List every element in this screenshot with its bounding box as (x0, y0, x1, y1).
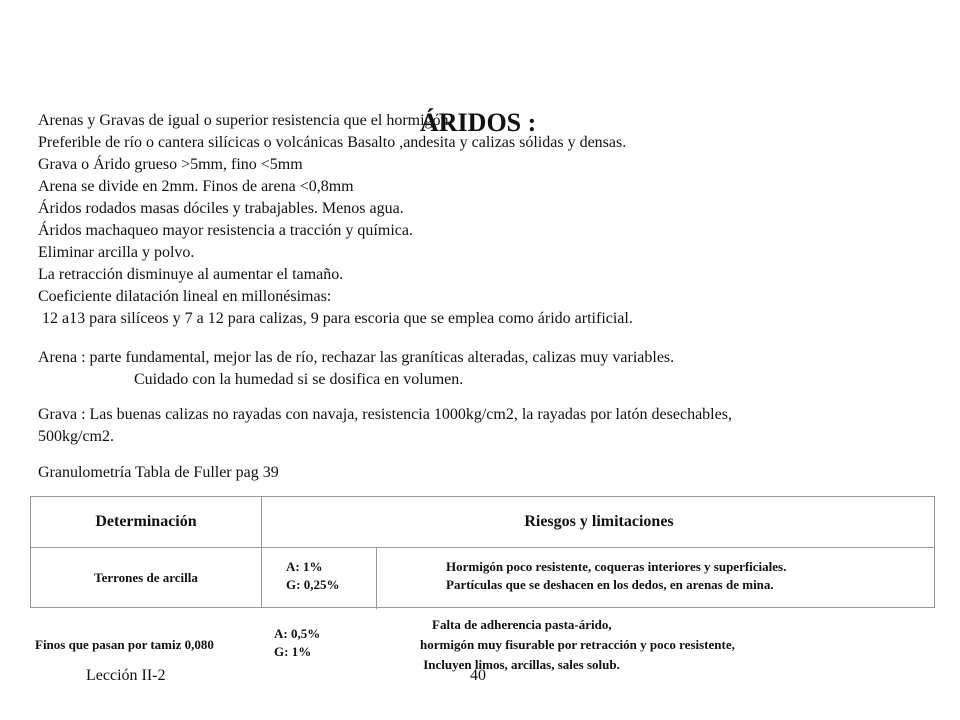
paragraph-grava (38, 404, 732, 448)
risk-line: Falta de adherencia pasta-árido, (432, 617, 612, 632)
text-line: Cuidado con la humedad si se dosifica en volumen. (134, 371, 464, 388)
paragraph-arena (38, 347, 674, 391)
row-limits (274, 625, 320, 661)
footer-lesson: Lección II-2 (86, 667, 166, 684)
slide-title: ÁRIDOS : (420, 108, 537, 137)
text-line: Áridos machaqueo mayor resistencia a tracción y química. (38, 222, 413, 239)
risks-table (30, 496, 935, 608)
row-name: Terrones de arcilla (94, 570, 198, 585)
text-line: Arenas y Gravas de igual o superior resistencia que el hormigón. (38, 112, 453, 129)
limit-value: G: 0,25% (286, 577, 340, 592)
text-line: 12 a13 para silíceos y 7 a 12 para calizas, 9 para escoria que se emplea como árido artificial. (38, 310, 633, 327)
row-risks (420, 615, 735, 675)
text-line: 500kg/cm2. (38, 428, 114, 445)
granulometria-note: Granulometría Tabla de Fuller pag 39 (38, 464, 279, 481)
limit-value: G: 1% (274, 644, 312, 659)
limit-value: A: 1% (286, 559, 323, 574)
paragraph-intro (38, 110, 633, 330)
text-line: Eliminar arcilla y polvo. (38, 244, 195, 261)
text-line: La retracción disminuye al aumentar el tamaño. (38, 266, 344, 283)
text-line: Arena se divide en 2mm. Finos de arena <0,8mm (38, 178, 354, 195)
row-risks (446, 558, 786, 594)
header-determinacion: Determinación (95, 513, 197, 530)
text-line: Grava : Las buenas calizas no rayadas con navaja, resistencia 1000kg/cm2, la rayadas por latón desechables, (38, 406, 732, 423)
row-name: Finos que pasan por tamiz 0,080 (35, 637, 214, 652)
text-line: Coeficiente dilatación lineal en millonésimas: (38, 288, 332, 305)
risk-line: Incluyen limos, arcillas, sales solub. (420, 657, 620, 672)
risk-line: Hormigón poco resistente, coqueras interiores y superficiales. (446, 559, 787, 574)
text-line: Grava o Árido grueso >5mm, fino <5mm (38, 156, 303, 173)
risk-line: hormigón muy fisurable por retracción y poco resistente, (420, 637, 735, 652)
row-limits (286, 558, 339, 594)
table-header-divider (31, 547, 934, 548)
table-inner-divider (376, 547, 377, 609)
header-riesgos: Riesgos y limitaciones (524, 513, 674, 530)
limit-value: A: 0,5% (274, 626, 321, 641)
footer-page-number: 40 (470, 667, 486, 684)
text-line: Arena : parte fundamental, mejor las de río, rechazar las graníticas alteradas, calizas muy variables. (38, 349, 675, 366)
text-line: Áridos rodados masas dóciles y trabajables. Menos agua. (38, 200, 404, 217)
text-line: Preferible de río o cantera silícicas o volcánicas Basalto ,andesita y calizas sólidas y densas. (38, 134, 627, 151)
risk-line: Partículas que se deshacen en los dedos, en arenas de mina. (446, 577, 774, 592)
